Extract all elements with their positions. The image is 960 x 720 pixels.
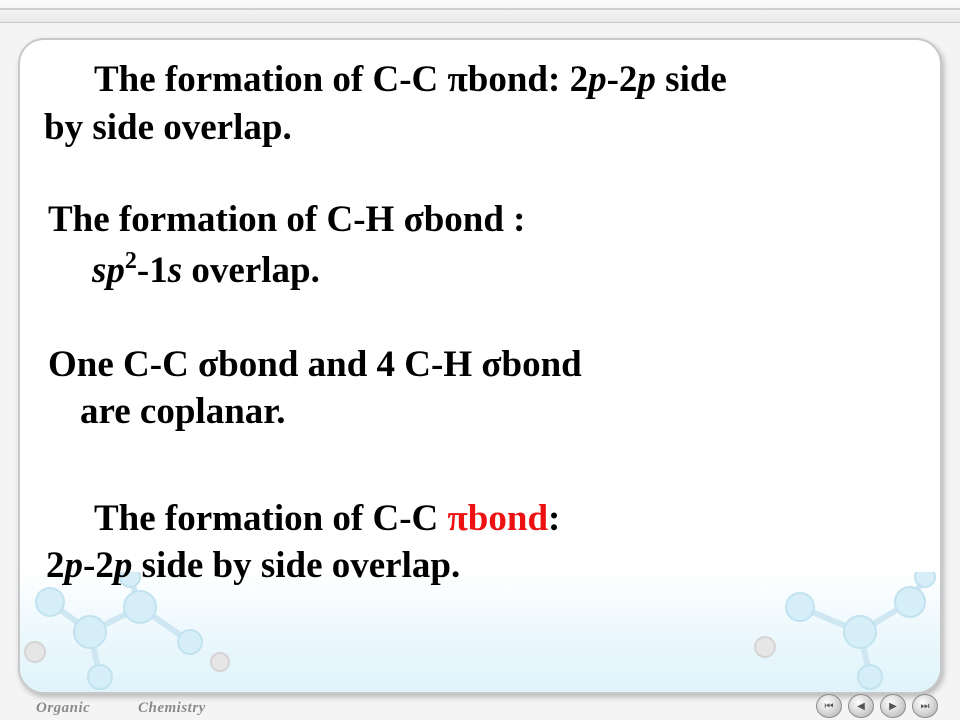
line-1: The formation of C-C πbond: 2p-2p side	[94, 59, 727, 100]
first-slide-button[interactable]	[816, 694, 842, 718]
line-2: by side overlap.	[44, 107, 292, 148]
molecule-decoration	[20, 572, 940, 692]
first-icon: ⏮	[824, 700, 834, 712]
slide-panel	[18, 38, 942, 694]
line-7: The formation of C-C πbond:	[94, 498, 561, 539]
next-icon: ▶	[889, 700, 897, 712]
last-icon: ⏭	[920, 700, 930, 712]
prev-icon: ◀	[857, 700, 865, 712]
highlight-pi-bond: πbond	[447, 498, 549, 539]
next-slide-button[interactable]	[880, 694, 906, 718]
slide-footer	[0, 692, 960, 720]
top-decorative-rule	[0, 0, 960, 23]
previous-slide-button[interactable]	[848, 694, 874, 718]
line-8: 2p-2p side by side overlap.	[46, 545, 461, 586]
line-4: $sp^2-1s$ overlap.	[92, 248, 320, 291]
last-slide-button[interactable]	[912, 694, 938, 718]
footer-label-chemistry: Chemistry	[138, 700, 206, 716]
slide-navigation	[816, 694, 938, 718]
line-5: One C-C σbond and 4 C-H σbond	[48, 344, 582, 385]
line-3: The formation of C-H σbond :	[48, 199, 526, 240]
footer-label-organic: Organic	[36, 700, 91, 716]
line-6: are coplanar.	[80, 391, 286, 432]
